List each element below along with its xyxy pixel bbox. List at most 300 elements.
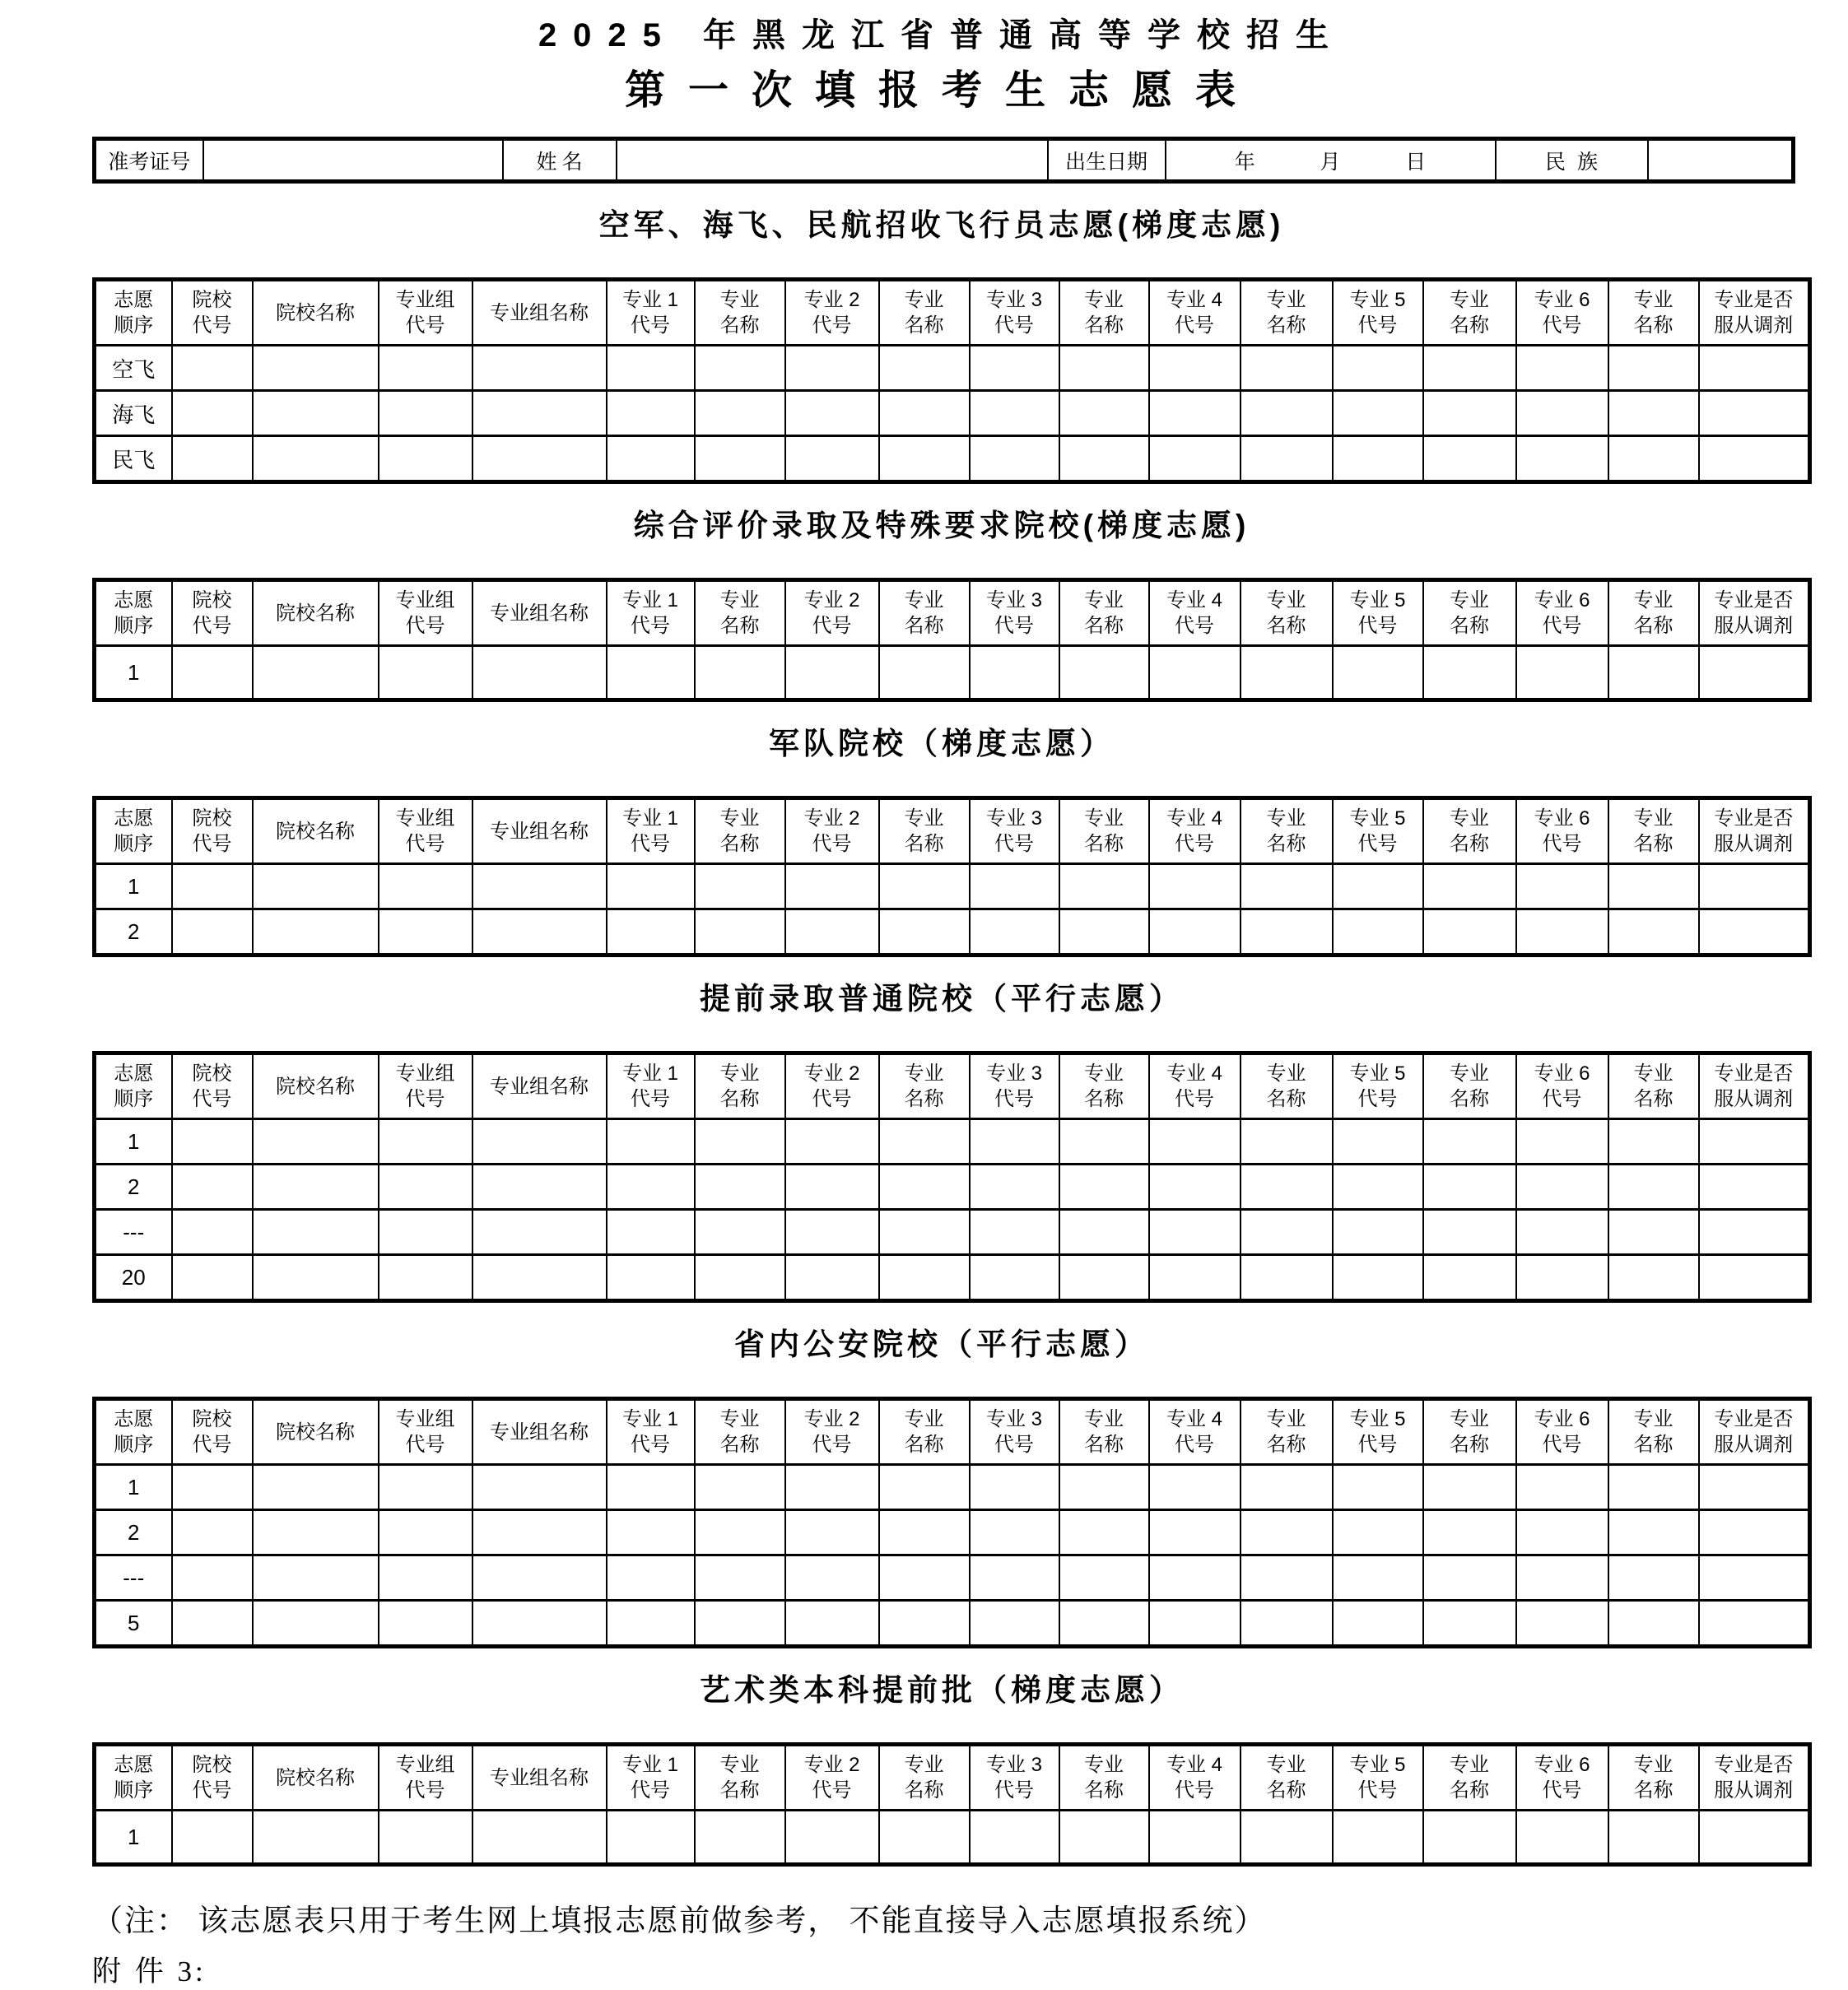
section-title: 军队院校（梯度志愿） <box>769 727 1115 760</box>
column-header: 院校名称 <box>253 1053 379 1119</box>
blank-fill-cell <box>607 1555 695 1601</box>
column-header: 专业 2 代号 <box>785 1053 879 1119</box>
blank-fill-cell <box>1241 1510 1333 1555</box>
blank-fill-cell <box>1699 1555 1810 1601</box>
blank-fill-cell <box>472 1555 607 1601</box>
blank-fill-cell <box>472 391 607 436</box>
blank-fill-cell <box>970 1465 1059 1510</box>
column-header: 院校 代号 <box>172 798 253 864</box>
column-header: 专业 名称 <box>1241 1399 1333 1465</box>
blank-fill-cell <box>1333 1510 1423 1555</box>
blank-fill-cell <box>379 1555 472 1601</box>
column-header: 专业 2 代号 <box>785 1399 879 1465</box>
blank-fill-cell <box>1333 1210 1423 1255</box>
blank-fill-cell <box>1608 1165 1699 1210</box>
blank-fill-cell <box>695 1165 785 1210</box>
blank-fill-cell <box>1059 1555 1149 1601</box>
column-header: 专业 名称 <box>695 1399 785 1465</box>
blank-fill-cell <box>253 1601 379 1647</box>
column-header: 专业是否 服从调剂 <box>1699 798 1810 864</box>
blank-fill-cell <box>970 864 1059 909</box>
column-header: 志愿 顺序 <box>95 280 172 346</box>
blank-fill-cell <box>472 909 607 955</box>
row-order-label: 海飞 <box>95 391 172 436</box>
blank-fill-cell <box>1423 346 1516 391</box>
blank-fill-cell <box>1699 436 1810 482</box>
column-header: 专业 名称 <box>1608 1053 1699 1119</box>
ethnicity-label: 民族 <box>1496 139 1648 182</box>
blank-fill-cell <box>1608 1255 1699 1301</box>
blank-fill-cell <box>172 1165 253 1210</box>
blank-fill-cell <box>970 1210 1059 1255</box>
page-title-line2: 第一次填报考生志愿表 <box>624 68 1259 113</box>
blank-fill-cell <box>785 1811 879 1865</box>
blank-fill-cell <box>785 864 879 909</box>
blank-fill-cell <box>1149 1811 1241 1865</box>
blank-fill-cell <box>472 346 607 391</box>
blank-fill-cell <box>1241 391 1333 436</box>
table-row <box>95 1465 1810 1510</box>
blank-fill-cell <box>1423 1601 1516 1647</box>
blank-fill-cell <box>1149 1119 1241 1165</box>
column-header: 志愿 顺序 <box>95 1053 172 1119</box>
blank-fill-cell <box>1333 1119 1423 1165</box>
month-unit-label: 月 <box>1320 150 1341 174</box>
blank-fill-cell <box>607 1119 695 1165</box>
day-unit-label: 日 <box>1405 150 1427 174</box>
row-order-label: 1 <box>95 646 172 700</box>
column-header: 专业是否 服从调剂 <box>1699 580 1810 646</box>
blank-fill-cell <box>1241 1811 1333 1865</box>
blank-fill-cell <box>785 1465 879 1510</box>
blank-fill-cell <box>1608 646 1699 700</box>
blank-fill-cell <box>253 1255 379 1301</box>
column-header: 院校 代号 <box>172 280 253 346</box>
blank-fill-cell <box>695 1811 785 1865</box>
column-header: 专业 6 代号 <box>1516 280 1608 346</box>
column-header: 院校 代号 <box>172 1053 253 1119</box>
blank-fill-cell <box>1423 391 1516 436</box>
blank-fill-cell <box>253 1465 379 1510</box>
blank-fill-cell <box>970 1255 1059 1301</box>
blank-fill-cell <box>695 909 785 955</box>
column-header: 专业 6 代号 <box>1516 580 1608 646</box>
blank-fill-cell <box>1516 864 1608 909</box>
blank-fill-cell <box>785 1601 879 1647</box>
blank-fill-cell <box>1059 1811 1149 1865</box>
blank-fill-cell <box>379 1601 472 1647</box>
blank-fill-cell <box>970 646 1059 700</box>
blank-fill-cell <box>1608 436 1699 482</box>
table-row <box>95 909 1810 955</box>
blank-fill-cell <box>253 1165 379 1210</box>
column-header: 专业 名称 <box>1608 1745 1699 1811</box>
blank-fill-cell <box>695 346 785 391</box>
blank-fill-cell <box>607 391 695 436</box>
blank-fill-cell <box>1333 1255 1423 1301</box>
blank-fill-cell <box>1608 909 1699 955</box>
blank-fill-cell <box>1608 1510 1699 1555</box>
column-header: 专业 名称 <box>1423 1053 1516 1119</box>
blank-fill-cell <box>1516 1601 1608 1647</box>
blank-fill-cell <box>1149 1210 1241 1255</box>
blank-fill-cell <box>879 646 970 700</box>
exam-id-label: 准考证号 <box>95 139 203 182</box>
blank-fill-cell <box>607 1510 695 1555</box>
table-row <box>95 1255 1810 1301</box>
table-row <box>95 646 1810 700</box>
column-header: 专业 名称 <box>1059 580 1149 646</box>
blank-fill-cell <box>379 1165 472 1210</box>
blank-fill-cell <box>879 436 970 482</box>
column-header: 专业 6 代号 <box>1516 1053 1608 1119</box>
blank-fill-cell <box>1516 1555 1608 1601</box>
column-header: 院校名称 <box>253 1399 379 1465</box>
blank-fill-cell <box>1241 1555 1333 1601</box>
blank-fill-cell <box>379 346 472 391</box>
column-header: 志愿 顺序 <box>95 798 172 864</box>
blank-fill-cell <box>1423 1811 1516 1865</box>
column-header: 专业 5 代号 <box>1333 280 1423 346</box>
column-header: 专业 4 代号 <box>1149 280 1241 346</box>
blank-fill-cell <box>1241 646 1333 700</box>
blank-fill-cell <box>1608 1210 1699 1255</box>
column-header: 专业组 代号 <box>379 1399 472 1465</box>
blank-fill-cell <box>253 1210 379 1255</box>
column-header: 专业组 代号 <box>379 798 472 864</box>
column-header: 院校名称 <box>253 1745 379 1811</box>
blank-fill-cell <box>1333 909 1423 955</box>
blank-fill-cell <box>785 909 879 955</box>
blank-fill-cell <box>1241 1255 1333 1301</box>
table-row <box>95 346 1810 391</box>
column-header: 专业 名称 <box>879 1399 970 1465</box>
blank-fill-cell <box>970 1811 1059 1865</box>
blank-fill-cell <box>1516 646 1608 700</box>
blank-fill-cell <box>472 1165 607 1210</box>
blank-fill-cell <box>1423 1510 1516 1555</box>
blank-fill-cell <box>1333 391 1423 436</box>
blank-fill-cell <box>785 1165 879 1210</box>
column-header: 专业 1 代号 <box>607 280 695 346</box>
blank-fill-cell <box>379 1510 472 1555</box>
column-header: 专业 3 代号 <box>970 1053 1059 1119</box>
column-header: 专业 名称 <box>1608 798 1699 864</box>
volunteer-table <box>92 1051 1812 1303</box>
column-header: 专业 名称 <box>1241 798 1333 864</box>
blank-fill-cell <box>607 1601 695 1647</box>
column-header: 专业 1 代号 <box>607 580 695 646</box>
blank-fill-cell <box>1059 909 1149 955</box>
blank-fill-cell <box>1333 436 1423 482</box>
blank-fill-cell <box>1149 1255 1241 1301</box>
table-row <box>95 1601 1810 1647</box>
blank-fill-cell <box>879 1255 970 1301</box>
section-title: 提前录取普通院校（平行志愿） <box>700 982 1184 1016</box>
blank-fill-cell <box>472 436 607 482</box>
blank-fill-cell <box>1149 436 1241 482</box>
candidate-info-bar <box>92 137 1795 184</box>
blank-fill-cell <box>1423 1119 1516 1165</box>
blank-fill-cell <box>970 1555 1059 1601</box>
blank-fill-cell <box>1699 864 1810 909</box>
column-header: 专业 6 代号 <box>1516 798 1608 864</box>
blank-fill-cell <box>172 346 253 391</box>
blank-fill-cell <box>379 909 472 955</box>
volunteer-table <box>92 277 1812 484</box>
blank-fill-cell <box>1516 346 1608 391</box>
blank-fill-cell <box>1516 436 1608 482</box>
blank-fill-cell <box>1423 1255 1516 1301</box>
column-header: 专业 名称 <box>1608 1399 1699 1465</box>
table-row <box>95 1811 1810 1865</box>
blank-fill-cell <box>970 346 1059 391</box>
blank-fill-cell <box>253 909 379 955</box>
blank-fill-cell <box>785 1119 879 1165</box>
column-header: 专业 名称 <box>1059 280 1149 346</box>
blank-fill-cell <box>970 1510 1059 1555</box>
blank-fill-cell <box>1516 909 1608 955</box>
blank-fill-cell <box>1059 1601 1149 1647</box>
blank-fill-cell <box>253 864 379 909</box>
blank-fill-cell <box>879 1510 970 1555</box>
column-header: 专业 5 代号 <box>1333 580 1423 646</box>
column-header: 专业 名称 <box>879 1053 970 1119</box>
column-header: 专业组名称 <box>472 798 607 864</box>
column-header: 院校名称 <box>253 580 379 646</box>
column-header: 专业 1 代号 <box>607 1745 695 1811</box>
blank-fill-cell <box>172 1255 253 1301</box>
page-title-line1: 2025 年黑龙江省普通高等学校招生 <box>538 17 1346 53</box>
section-title: 空军、海飞、民航招收飞行员志愿(梯度志愿) <box>598 208 1285 242</box>
column-header: 院校 代号 <box>172 1399 253 1465</box>
blank-fill-cell <box>1699 1119 1810 1165</box>
column-header: 专业 名称 <box>1423 798 1516 864</box>
blank-fill-cell <box>607 346 695 391</box>
column-header: 志愿 顺序 <box>95 1745 172 1811</box>
column-header: 专业组 代号 <box>379 1745 472 1811</box>
blank-fill-cell <box>695 1510 785 1555</box>
blank-fill-cell <box>1516 1811 1608 1865</box>
column-header: 专业组名称 <box>472 280 607 346</box>
blank-fill-cell <box>879 909 970 955</box>
blank-fill-cell <box>1516 1510 1608 1555</box>
blank-fill-cell <box>1059 1210 1149 1255</box>
blank-fill-cell <box>1241 864 1333 909</box>
blank-fill-cell <box>1516 1210 1608 1255</box>
name-field <box>617 139 1048 182</box>
section-title: 综合评价录取及特殊要求院校(梯度志愿) <box>633 509 1250 542</box>
blank-fill-cell <box>1059 864 1149 909</box>
blank-fill-cell <box>379 1210 472 1255</box>
blank-fill-cell <box>1059 346 1149 391</box>
blank-fill-cell <box>1059 436 1149 482</box>
blank-fill-cell <box>379 1465 472 1510</box>
blank-fill-cell <box>785 1210 879 1255</box>
column-header: 专业是否 服从调剂 <box>1699 280 1810 346</box>
column-header: 专业 1 代号 <box>607 1053 695 1119</box>
blank-fill-cell <box>785 391 879 436</box>
column-header: 专业 5 代号 <box>1333 798 1423 864</box>
row-order-label: 1 <box>95 864 172 909</box>
column-header: 专业 名称 <box>1241 1053 1333 1119</box>
blank-fill-cell <box>879 1119 970 1165</box>
blank-fill-cell <box>1699 1210 1810 1255</box>
blank-fill-cell <box>695 1465 785 1510</box>
blank-fill-cell <box>379 436 472 482</box>
column-header: 专业 名称 <box>695 798 785 864</box>
blank-fill-cell <box>970 391 1059 436</box>
blank-fill-cell <box>695 1601 785 1647</box>
column-header: 专业 名称 <box>695 280 785 346</box>
column-header: 专业 名称 <box>1241 1745 1333 1811</box>
column-header: 专业 3 代号 <box>970 580 1059 646</box>
blank-fill-cell <box>1149 646 1241 700</box>
blank-fill-cell <box>172 436 253 482</box>
blank-fill-cell <box>1241 436 1333 482</box>
table-row <box>95 864 1810 909</box>
column-header: 专业组名称 <box>472 1745 607 1811</box>
blank-fill-cell <box>607 1255 695 1301</box>
blank-fill-cell <box>695 1255 785 1301</box>
blank-fill-cell <box>695 1210 785 1255</box>
blank-fill-cell <box>472 1601 607 1647</box>
birth-date-field <box>1166 139 1496 182</box>
column-header: 专业 4 代号 <box>1149 1399 1241 1465</box>
blank-fill-cell <box>695 436 785 482</box>
column-header: 专业 4 代号 <box>1149 798 1241 864</box>
column-header: 专业组 代号 <box>379 580 472 646</box>
blank-fill-cell <box>379 1119 472 1165</box>
column-header: 专业 4 代号 <box>1149 1053 1241 1119</box>
blank-fill-cell <box>253 346 379 391</box>
blank-fill-cell <box>785 1255 879 1301</box>
birth-date-label: 出生日期 <box>1048 139 1166 182</box>
blank-fill-cell <box>607 864 695 909</box>
blank-fill-cell <box>607 909 695 955</box>
section-title: 省内公安院校（平行志愿） <box>734 1327 1149 1361</box>
blank-fill-cell <box>1423 646 1516 700</box>
blank-fill-cell <box>253 391 379 436</box>
column-header: 专业 名称 <box>879 280 970 346</box>
blank-fill-cell <box>172 646 253 700</box>
blank-fill-cell <box>172 1510 253 1555</box>
blank-fill-cell <box>253 1119 379 1165</box>
blank-fill-cell <box>607 646 695 700</box>
blank-fill-cell <box>1149 864 1241 909</box>
header-row <box>95 798 1810 864</box>
blank-fill-cell <box>472 864 607 909</box>
column-header: 专业 名称 <box>695 1053 785 1119</box>
blank-fill-cell <box>607 1210 695 1255</box>
blank-fill-cell <box>1333 1811 1423 1865</box>
blank-fill-cell <box>379 1255 472 1301</box>
row-order-label: 5 <box>95 1601 172 1647</box>
blank-fill-cell <box>1059 1255 1149 1301</box>
blank-fill-cell <box>1059 1510 1149 1555</box>
blank-fill-cell <box>1333 1601 1423 1647</box>
blank-fill-cell <box>879 1811 970 1865</box>
blank-fill-cell <box>1333 864 1423 909</box>
column-header: 专业是否 服从调剂 <box>1699 1745 1810 1811</box>
blank-fill-cell <box>1608 391 1699 436</box>
blank-fill-cell <box>1149 391 1241 436</box>
column-header: 专业 3 代号 <box>970 798 1059 864</box>
column-header: 专业 2 代号 <box>785 1745 879 1811</box>
column-header: 志愿 顺序 <box>95 1399 172 1465</box>
table-row <box>95 1510 1810 1555</box>
blank-fill-cell <box>472 1210 607 1255</box>
column-header: 专业组 代号 <box>379 280 472 346</box>
blank-fill-cell <box>970 436 1059 482</box>
header-row <box>95 1399 1810 1465</box>
column-header: 专业是否 服从调剂 <box>1699 1053 1810 1119</box>
table-row <box>95 391 1810 436</box>
row-order-label: 民飞 <box>95 436 172 482</box>
row-order-label: 2 <box>95 1510 172 1555</box>
blank-fill-cell <box>970 1119 1059 1165</box>
column-header: 专业 6 代号 <box>1516 1399 1608 1465</box>
column-header: 专业 名称 <box>1059 1745 1149 1811</box>
blank-fill-cell <box>879 391 970 436</box>
table-row <box>95 1555 1810 1601</box>
blank-fill-cell <box>472 1465 607 1510</box>
attachment-label: 附 件 3: <box>92 1955 207 1988</box>
column-header: 专业组 代号 <box>379 1053 472 1119</box>
blank-fill-cell <box>879 1555 970 1601</box>
blank-fill-cell <box>1241 1119 1333 1165</box>
blank-fill-cell <box>1699 1601 1810 1647</box>
blank-fill-cell <box>1149 1465 1241 1510</box>
blank-fill-cell <box>253 1811 379 1865</box>
column-header: 专业 3 代号 <box>970 1399 1059 1465</box>
blank-fill-cell <box>253 436 379 482</box>
blank-fill-cell <box>1516 1165 1608 1210</box>
blank-fill-cell <box>1699 646 1810 700</box>
column-header: 专业 名称 <box>695 1745 785 1811</box>
blank-fill-cell <box>695 1555 785 1601</box>
blank-fill-cell <box>1699 909 1810 955</box>
blank-fill-cell <box>970 909 1059 955</box>
column-header: 专业 4 代号 <box>1149 1745 1241 1811</box>
form-page <box>92 0 1794 1990</box>
blank-fill-cell <box>1423 909 1516 955</box>
blank-fill-cell <box>472 646 607 700</box>
blank-fill-cell <box>1059 1165 1149 1210</box>
blank-fill-cell <box>1059 391 1149 436</box>
column-header: 志愿 顺序 <box>95 580 172 646</box>
blank-fill-cell <box>1149 1510 1241 1555</box>
blank-fill-cell <box>879 1465 970 1510</box>
header-row <box>95 1053 1810 1119</box>
column-header: 专业 名称 <box>1241 280 1333 346</box>
blank-fill-cell <box>1516 391 1608 436</box>
blank-fill-cell <box>172 1119 253 1165</box>
blank-fill-cell <box>379 391 472 436</box>
column-header: 专业 5 代号 <box>1333 1399 1423 1465</box>
blank-fill-cell <box>1333 1555 1423 1601</box>
blank-fill-cell <box>1608 346 1699 391</box>
column-header: 院校名称 <box>253 798 379 864</box>
blank-fill-cell <box>253 1510 379 1555</box>
blank-fill-cell <box>172 1601 253 1647</box>
row-order-label: 1 <box>95 1811 172 1865</box>
blank-fill-cell <box>1241 346 1333 391</box>
blank-fill-cell <box>879 346 970 391</box>
blank-fill-cell <box>1149 346 1241 391</box>
blank-fill-cell <box>1423 864 1516 909</box>
blank-fill-cell <box>607 1811 695 1865</box>
